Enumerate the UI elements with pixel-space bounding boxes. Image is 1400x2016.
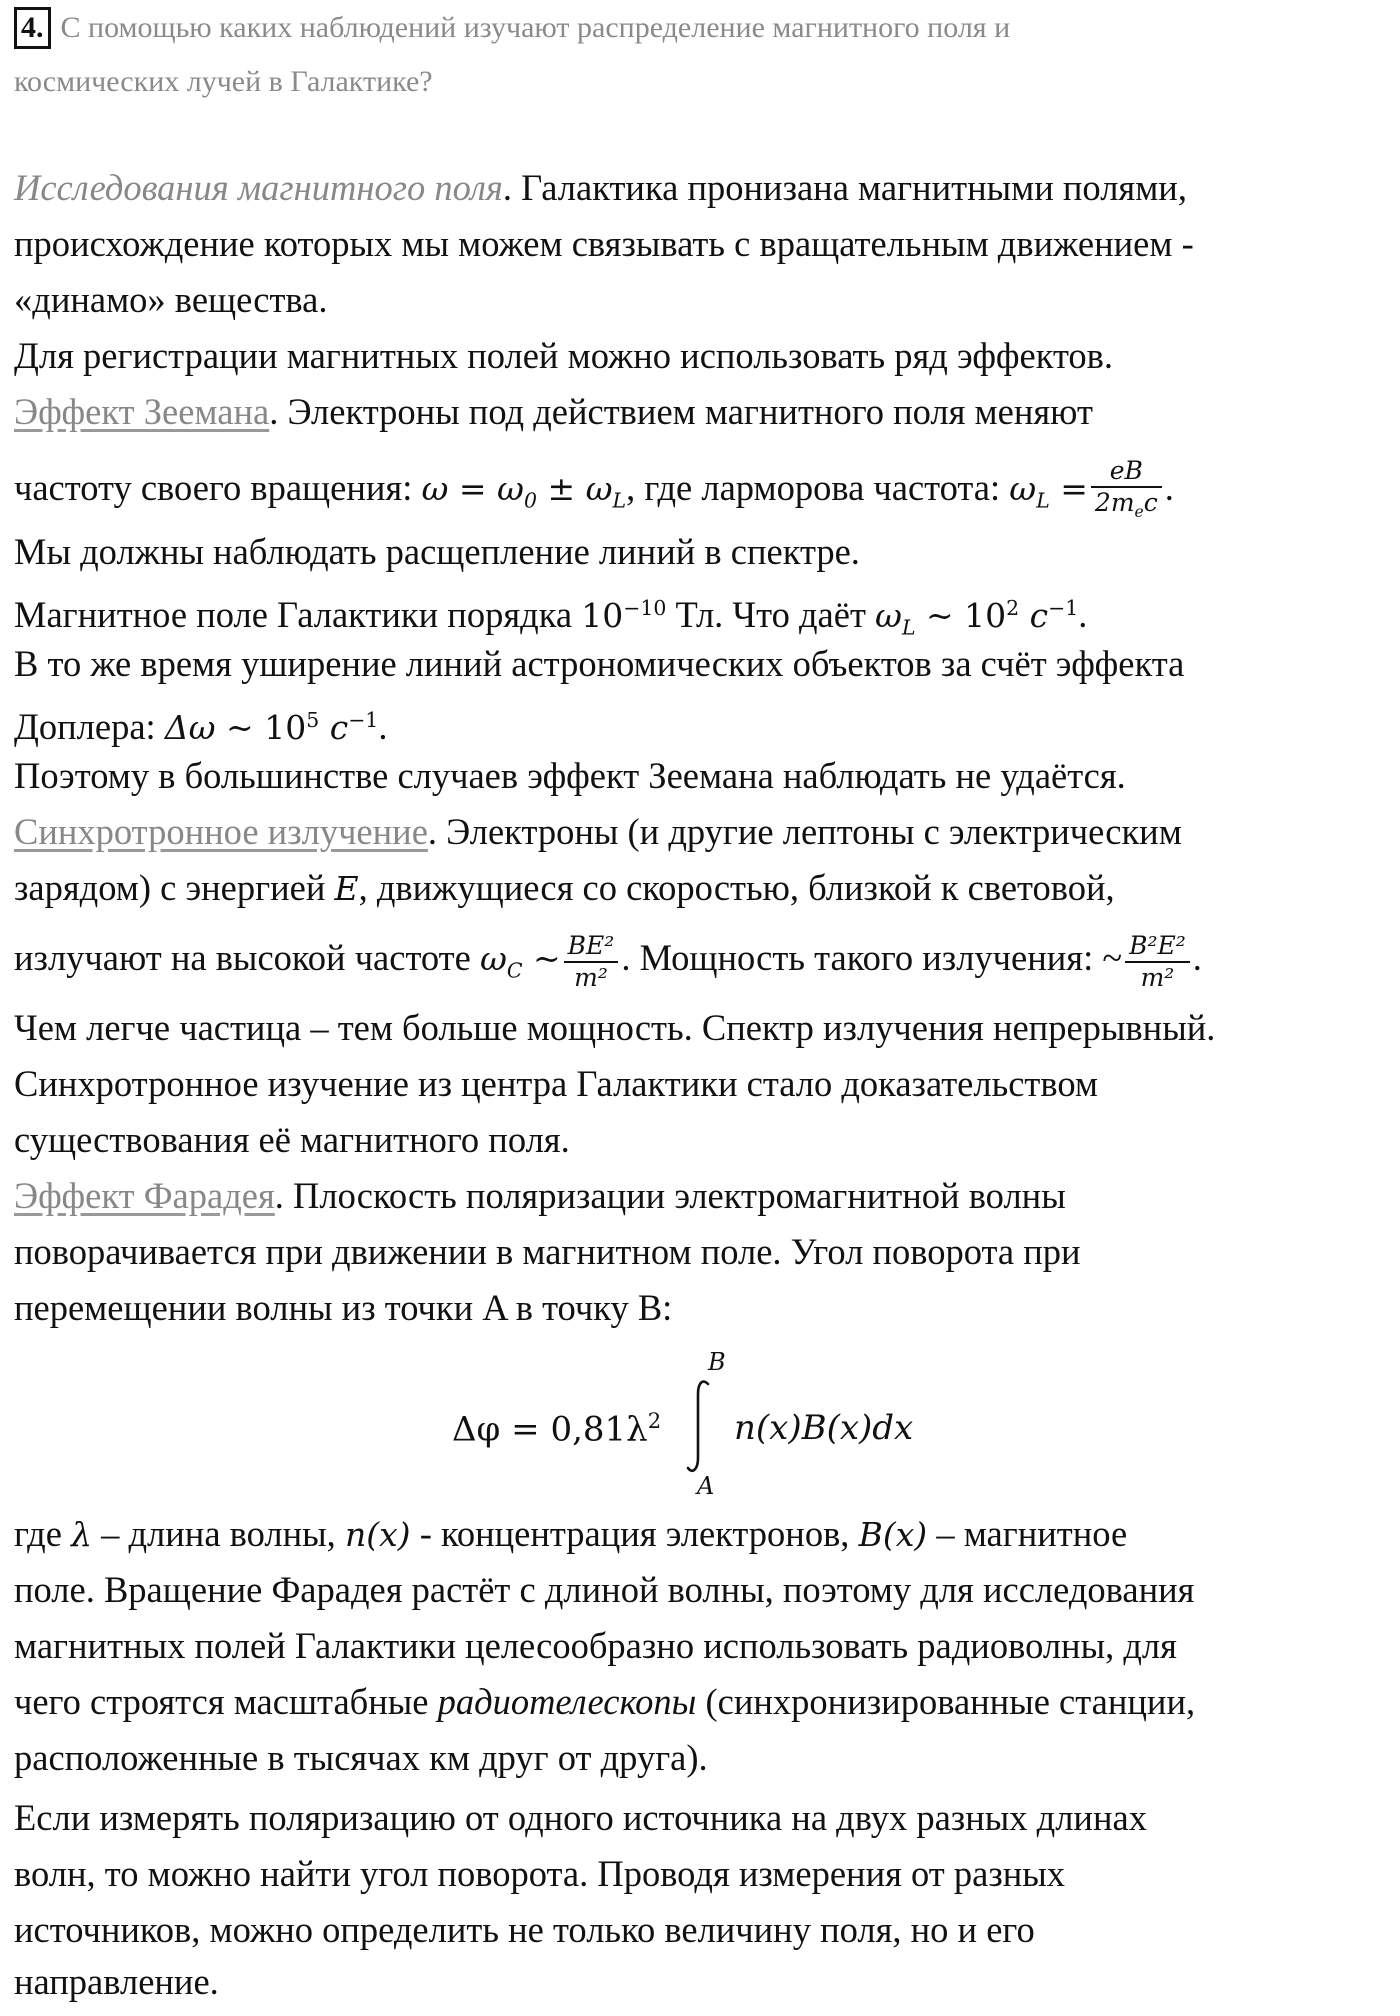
synchrotron-line-4: Чем легче частица – тем больше мощность. Спектр излучения непрерывный. <box>14 1007 1216 1048</box>
para-magnetic-line-1: Исследования магнитного поля. Галактика пронизана магнитными полями, <box>14 167 1187 208</box>
synchrotron-line-6: существования её магнитного поля. <box>14 1119 570 1160</box>
integral-sign-icon <box>684 1378 714 1474</box>
zeeman-line-3: Мы должны наблюдать расщепление линий в спектре. <box>14 531 860 572</box>
synchrotron-line-5: Синхротронное изучение из центра Галактики стало доказательством <box>14 1063 1099 1104</box>
zeeman-line-4: Магнитное поле Галактики порядка $10^{-10}$ Тл. Что даёт $\omega_L$ ~ $10^2$ $c^{-1}$. <box>14 594 1088 640</box>
faraday-line-1: Эффект Фарадея. Плоскость поляризации электромагнитной волны <box>14 1175 1066 1216</box>
para-magnetic-line-2: происхождение которых мы можем связывать с вращательным движением - <box>14 223 1194 264</box>
zeeman-line-2: частоту своего вращения: $\omega = \omega_0 \pm \omega_L$, где ларморова частота: $\omega_L$ = $\frac{eB}{2m_ec}$ . <box>14 458 1174 514</box>
faraday-line-2: поворачивается при движении в магнитном поле. Угол поворота при <box>14 1231 1081 1272</box>
larmor-fraction: $\frac{eB}{2m_ec}$ <box>1091 458 1162 525</box>
question-line-1: 4. С помощью каких наблюдений изучают распределение магнитного поля и <box>14 6 1010 62</box>
para-magnetic-line-4: Для регистрации магнитных полей можно использовать ряд эффектов. <box>14 335 1114 376</box>
faraday-rotation-formula: $\Delta\varphi = 0,81\lambda^2$ B A n(x)B(x)dx <box>452 1348 914 1500</box>
synchrotron-link[interactable]: Синхротронное излучение <box>14 811 428 852</box>
faraday-line-11: источников, можно определить не только величину поля, но и его <box>14 1909 1035 1950</box>
synchrotron-line-3: излучают на высокой частоте $\omega_C$ ~ $\frac{\text{BE²}}{\text{m²}}$ . Мощность такого излучения: ~ $\frac{\text{B²E²}}{\text{m²}}$ . <box>14 930 1202 992</box>
faraday-line-3: перемещении волны из точки A в точку B: <box>14 1287 673 1328</box>
integral-lower-limit: A <box>697 1472 715 1500</box>
question-number: 4. <box>14 7 51 49</box>
faraday-line-8: расположенные в тысячах км друг от друга). <box>14 1737 708 1778</box>
faraday-line-10: волн, то можно найти угол поворота. Проводя измерения от разных <box>14 1853 1066 1894</box>
zeeman-line-6: Доплера: Δω ~ $10^5$ $c^{-1}$. <box>14 706 388 747</box>
zeeman-line-1: Эффект Зеемана. Электроны под действием магнитного поля меняют <box>14 391 1093 432</box>
faraday-line-6: магнитных полей Галактики целесообразно использовать радиоволны, для <box>14 1625 1177 1666</box>
para-magnetic-line-3: «динамо» вещества. <box>14 279 328 320</box>
faraday-line-7: чего строятся масштабные радиотелескопы (синхронизированные станции, <box>14 1681 1196 1722</box>
faraday-line-4: где λ – длина волны, n(x) - концентрация электронов, B(x) – магнитное <box>14 1513 1128 1554</box>
integral-upper-limit: B <box>708 1348 726 1376</box>
faraday-line-9: Если измерять поляризацию от одного источника на двух разных длинах <box>14 1797 1147 1838</box>
synchrotron-power-fraction: $\frac{\text{B²E²}}{\text{m²}}$ <box>1125 933 1190 991</box>
zeeman-line-7: Поэтому в большинстве случаев эффект Зеемана наблюдать не удаётся. <box>14 755 1126 796</box>
faraday-link[interactable]: Эффект Фарадея <box>14 1175 275 1216</box>
synchrotron-line-2: зарядом) с энергией E, движущиеся со скоростью, близкой к световой, <box>14 867 1115 908</box>
zeeman-link[interactable]: Эффект Зеемана <box>14 391 270 432</box>
zeeman-line-5: В то же время уширение линий астрономических объектов за счёт эффекта <box>14 643 1185 684</box>
faraday-line-12: направление. <box>14 1961 219 2002</box>
faraday-line-5: поле. Вращение Фарадея растёт с длиной волны, поэтому для исследования <box>14 1569 1195 1610</box>
question-line-2: космических лучей в Галактике? <box>14 65 433 98</box>
synchrotron-frequency-fraction: $\frac{\text{BE²}}{\text{m²}}$ <box>564 933 619 991</box>
math-omega: $\omega = \omega_0 \pm \omega_L$ <box>421 468 627 513</box>
math-omega-l: $\omega_L$ = <box>1009 468 1088 513</box>
italic-heading-magnetic: Исследования магнитного поля <box>14 167 503 208</box>
synchrotron-line-1: Синхротронное излучение. Электроны (и другие лептоны с электрическим <box>14 811 1182 852</box>
